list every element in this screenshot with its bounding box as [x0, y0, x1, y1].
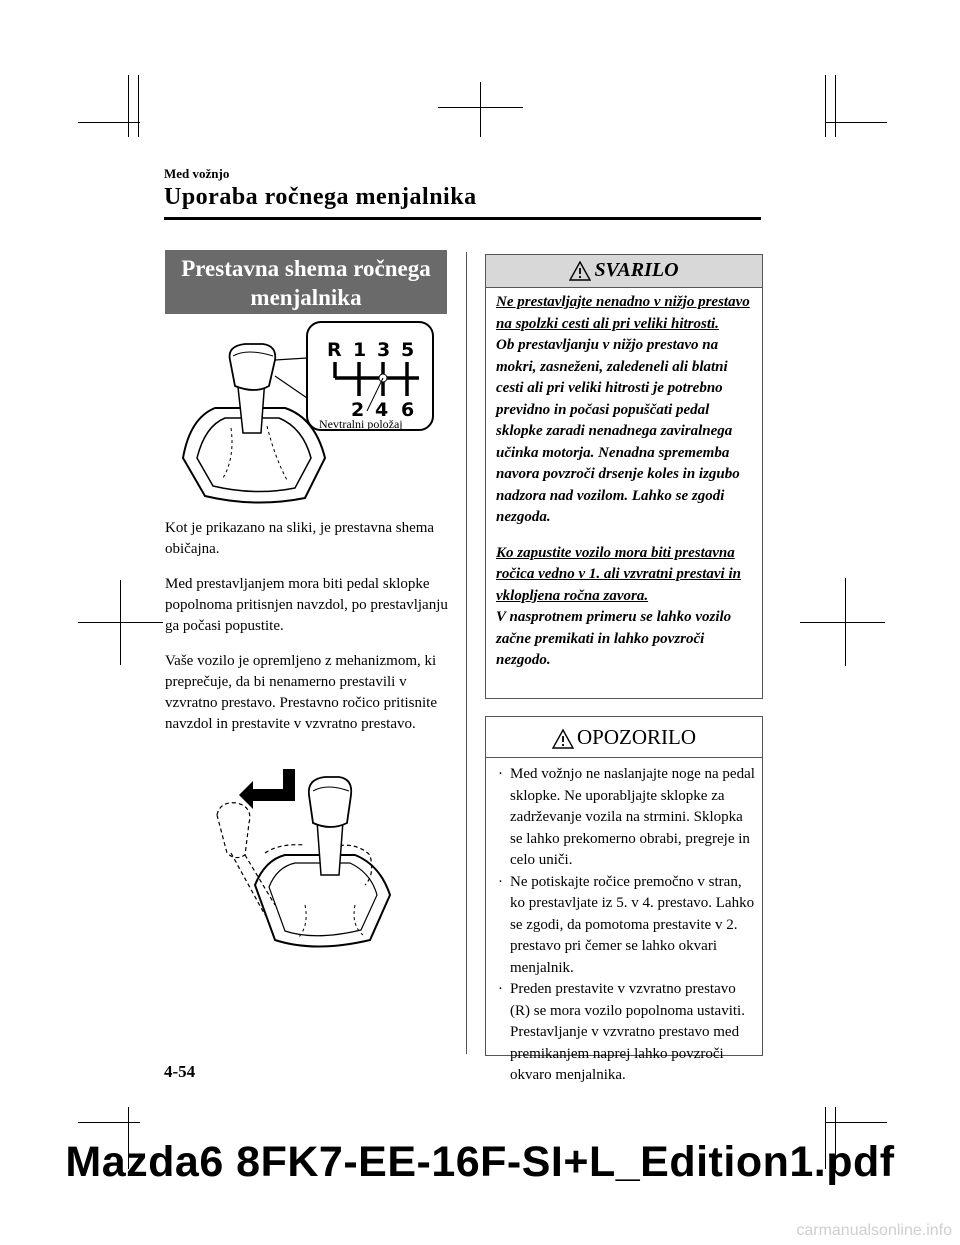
crop-mark: [78, 1122, 140, 1123]
gear-shift-figure: [175, 318, 445, 508]
chapter-label: Med vožnjo: [164, 166, 230, 181]
footer-filename: Mazda6 8FK7-EE-16F-SI+L_Edition1.pdf: [65, 1138, 895, 1186]
caution-item-text: Med vožnjo ne naslanjajte noge na pedal sklopke. Ne uporabljajte sklopke za zadrževanje vozila na strmini. Sklopka se lahko prekomerno obrabi, pregreje in celo uniči.: [510, 766, 755, 868]
caution-header: [486, 717, 762, 758]
gear-label-6: 6: [401, 399, 415, 421]
figure-caption: Nevtralni položaj: [319, 417, 403, 431]
crop-mark: [78, 122, 140, 123]
bullet-marker: ·: [498, 981, 503, 997]
reverse-shift-figure: [205, 765, 405, 955]
gear-label-4: 4: [375, 399, 389, 421]
header-rule: [164, 217, 761, 220]
caution-item: [498, 872, 756, 980]
gear-label-3: 3: [377, 339, 391, 361]
crop-mark: [825, 1122, 887, 1123]
gear-label-r: R: [327, 339, 342, 361]
paragraph: Med prestavljanjem mora biti pedal sklopke popolnoma pritisnjen navzdol, po prestavljanju ga počasi popustite.: [165, 576, 448, 634]
crop-mark: [835, 75, 836, 137]
caution-box: [485, 716, 763, 1083]
page-title: Uporaba ročnega menjalnika: [164, 184, 477, 210]
bullet-marker: ·: [498, 766, 503, 782]
warning-paragraph-1: [496, 292, 754, 529]
caution-item-text: Ne potiskajte ročice premočno v stran, ko prestavljate iz 5. v 4. prestavo. Lahko se zgodi, da pomotoma prestavite v 2. prestavo pri čemer se lahko okvari menjalnik.: [510, 873, 755, 976]
crop-mark: [825, 75, 826, 137]
caution-item-text: Preden prestavite v vzvratno prestavo (R) se mora vozilo popolnoma ustaviti. Prestavljanje v vzvratno prestavo med premikanjem naprej lahko povzroči okvaro menjalnika.: [510, 981, 745, 1083]
caution-item: [498, 764, 756, 872]
caution-title: OPOZORILO: [577, 725, 696, 749]
warning-text: Ob prestavljanju v nižjo prestavo na mokri, zasneženi, zaledeneli ali blatni cesti ali pri veliki hitrosti je potrebno previdno in počasi popuščati pedal sklopke zaradi nenadnega zaviralnega učinka motorja. Nenadna sprememba navora povzroči drsenje koles in izgubo nadzora nad vozilom. Lahko se zgodi nezgoda.: [496, 337, 740, 525]
caution-item: [498, 979, 756, 1087]
warning-title: SVARILO: [594, 259, 679, 281]
crop-mark: [78, 622, 163, 623]
warning-text: V nasprotnem primeru se lahko vozilo začne premikati in lahko povzroči nezgodo.: [496, 609, 732, 668]
warning-emphasis: Ko zapustite vozilo mora biti prestavna ročica vedno v 1. ali vzvratni prestavi in vklopljena ročna zavora.: [496, 544, 741, 604]
warning-body: [486, 288, 762, 672]
warning-triangle-icon: [552, 729, 574, 749]
warning-emphasis: Ne prestavljajte nenadno v nižjo prestavo na spolzki cesti ali pri veliki hitrosti.: [496, 294, 750, 332]
crop-mark: [138, 75, 139, 137]
warning-paragraph-2: [496, 543, 754, 672]
bullet-marker: ·: [498, 873, 503, 890]
crop-mark: [480, 82, 481, 137]
warning-box: [485, 254, 763, 699]
column-divider: [466, 252, 467, 1054]
gear-label-1: 1: [353, 339, 367, 361]
paragraph: Vaše vozilo je opremljeno z mehanizmom, ki preprečuje, da bi nenamerno prestavili v vzvratno prestavo. Prestavno ročico pritisnite navzdol in prestavite v vzvratno prestavo.: [165, 653, 438, 732]
crop-mark: [800, 622, 885, 623]
warning-header: [486, 255, 762, 288]
section-heading: Prestavna shema ročnega menjalnika: [165, 250, 447, 314]
page-number: 4-54: [164, 1062, 196, 1081]
gear-label-2: 2: [351, 399, 365, 421]
gear-label-5: 5: [401, 339, 415, 361]
caution-body: [486, 758, 762, 1087]
crop-mark: [128, 75, 129, 137]
crop-mark: [438, 107, 523, 108]
paragraph: Kot je prikazano na sliki, je prestavna shema običajna.: [165, 520, 435, 557]
watermark: carmanualsonline.info: [796, 1222, 952, 1239]
body-text: [165, 518, 450, 749]
warning-triangle-icon: [569, 261, 591, 281]
crop-mark: [825, 122, 887, 123]
